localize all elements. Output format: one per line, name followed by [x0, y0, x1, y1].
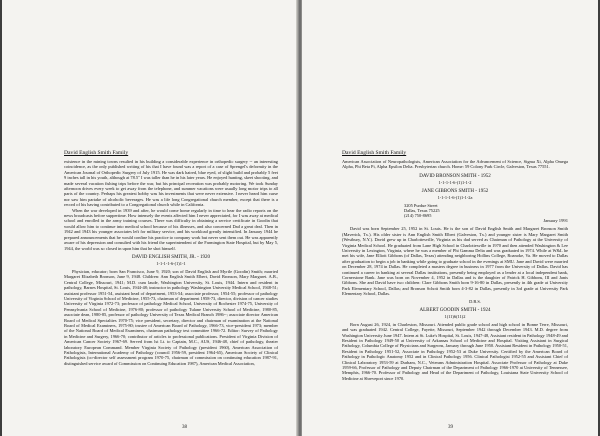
page-number: 38 [182, 425, 187, 430]
intro-paragraph: existence in the mining towns resulted in his building a considerable experience in orthopedic surgery -- an interesting coincidence, as the only published writing of his that I have found was a report of a case of Sprengel's deformity in the American Journal of Orthopedic Surgery of July 1915. He was dark haired, blue eyed, of slight build and probably 5 feet 9 inches tall in his youth, although at 78.5" I was taller than he in his later years. He enjoyed hunting, skeet shooting, and made several vacation fishing trips before the war, but his principal recreation was probably motoring. We took Sunday afternoon drives every week to get away from the telephone, and summer vacations were usually long motor trips to all parts of the country. Perhaps his greatest hobby was his investments that were never extensive. I never heard him curse nor saw him partake of alcoholic beverages. He was a life long Congregational church member, except that there is a record of his having contributed to a Congregational church while in California. [64, 159, 278, 208]
page-heading: David English Smith Family [64, 150, 129, 156]
person-name: DAVID ENGLISH SMITH, JR. - 1920 [131, 254, 211, 260]
address-block [404, 203, 568, 219]
person-name: JANE GIBBONS SMITH - 1952 [421, 188, 489, 194]
person-code: 1-1-1-1-6-(1)1-1-2a [437, 194, 473, 200]
person-code: 1-1-1-1-6-(1)1-1-2 [438, 179, 472, 185]
address-line: Dallas, Texas 75225 [404, 208, 440, 214]
address-line: (214) 750-8695 [404, 213, 432, 219]
family-paragraph: David was born September 25, 1952 in St. Louis. He is the son of David English Smith and Margaret Bronson Smith (Maverick, Tx.). His older sister is Ann English Smith Elbert (Galveston, Tx.) and younger sister is Mary Margaret Smith (Westbury, N.Y.). David grew up in Charlottesville, Virginia as his dad served as Chairman of Pathology at the University of Virginia Medical School. He graduated from Lane High School in Charlottesville in 1970 and then attended Washington & Lee University in Lexington, Virginia, where he was a member of Phi Gamma Delta and was graduated in 1974. While at W&L he met his wife, Jane Elliott Gibbons (of Dallas, Texas) attending neighboring Hollins College, Roanoke, Va. He moved to Dallas after graduation to begin a job in banking while going to graduate school in the evenings at SMU. Jane and David were married on December 28, 1974 in Dallas. He completed a masters degree in business in 1977 from the University of Dallas. David has continued a career in banking at several Dallas institutions, presently being employed as a lender at a local independent bank, Cornerstone Bank. Jane was born on November 4, 1952 in Dallas and is the daughter of Patrick H. Gibbons, III and Janis Gibbons. She and David have two children: Clare Gibbons Smith born 9-16-80 in Dallas, presently in 4th grade at University Park Elementary School, Dallas; and Bronson Schott Smith born 4-3-82 in Dallas, presently in 3rd grade at University Park Elementary School, Dallas. [342, 226, 568, 297]
bio-paragraph: Physician, educator; born San Francisco, June 9, 1920; son of David English and Myrtle (Goodin) Smith; married Margaret Elizabeth Bronson, June 9, 1948. Children: Ann English Smith Elbert, David Bronson, Mary Margaret. A.B., Central College, Missouri, 1941; M.D. cum laude, Washington University, St. Louis, 1944. Intern and resident in pathology, Barnes Hospital, St. Louis, 1944-48; instructor in pathology Washington University Medical School, 1948-51; assistant professor 1951-54, assistant head of department, 1953-54; associate professor, 1954-55; professor of pathology University of Virginia School of Medicine, 1955-73, chairman of department 1958-73, director, division of cancer studies University of Virginia 1972-73; professor of pathology Medical School, University of Rochester 1974-75, University of Pennsylvania School of Medicine, 1976-80; professor of pathology Tulane University School of Medicine, 1980-85, associate dean, 1980-85, professor of pathology University of Texas Medical Branch 1986--; associate director American Board of Medical Specialties 1970-75; vice president, secretary, director and chairman of examination at the National Board of Medical Examiners, 1975-80; trustee of American Board of Pathology, 1966-73, vice-president 1973; member of the National Board of Medical Examiners, chairman pathology test committee 1966-72. Editor: Survey of Pathology in Medicine and Surgery, 1966-70; contributor of articles to professional publications. President of Virginia Division of American Cancer Society 1967-69. Served from lst Lt. to Captain, M.C., AUS, 1946-48, chief of pathology, theater laboratory European Command. Member Virginia Society of Pathology (president 1960), American Association of Pathologists, International Academy of Pathology (council 1956-59, president 1964-65), American Society of Clinical Pathologists (co-director self assessment program 1970-75, chairman of commission on continuing education 1987-91, distinguished service award of Commission on Continuing Education 1987), American Medical Association, [64, 268, 278, 366]
address-line: 3205 Purdue Street [404, 202, 438, 208]
person-name: DAVID BRONSON SMITH - 1952 [419, 173, 491, 179]
page-heading: David English Smith Family [342, 150, 407, 156]
person-code: 1-1-1-1-6-(1)1-1 [156, 260, 186, 266]
albert-paragraph: Born August 26, 1924, in Charleston, Missouri. Attended public grade school and high school in Bonne Terre, Missouri, and was graduated 1942. Central College, Fayette, Missouri, September 1942 through December 1943. M.D. degree from Washington University June 1947. Intern at St. Luke's Hospital, St. Louis, 1947-48, Assistant resident in Pathology 1948-49 and Resident in Pathology 1949-50 at University of Arkansas School of Medicine and Hospital. Visiting Assistant in Surgical Pathology, Columbia College of Physicians and Surgeons, January through June 1950. Assistant Resident in Pathology 1950-51, Resident in Pathology 1951-52, Associate in Pathology 1952-53 at Duke University. Certified by the American Board of Pathology in Pathologic Anatomy 1952 and in Clinical Pathology 1956. Clinical Pathologist 1952-55 and Assistant Chief of Clinical Laboratory 1953-59 at Durham, N.C., Veterans Administration Hospital. Associate Professor of Pathology at Duke 1959-66, Professor of Pathology and Deputy Chairman of the Department of Pathology 1966-1970 at University of Tennessee, Memphis, 1966-70. Professor of Pathology and Head of the Department of Pathology, Louisiana State University School of Medicine at Shreveport since 1970. [342, 321, 568, 381]
page-number: 39 [448, 425, 453, 430]
right-page [302, 0, 598, 436]
intro-paragraph: American Association of Neuropathologists, American Association for the Advancement of Science, Sigma Xi, Alpha Omega Alpha, Phi Beta Pi, Alpha Epsilon Delta. Presbyterian church. Home: 59 Colony Park Circle, Galveston, Texas 77551. [342, 159, 568, 170]
date-line: January 1991 [543, 218, 568, 224]
war-paragraph: When the war developed in 1939 and after, he would come home regularly in time to hear the radio reports on the news broadcasts before suppertime. How intensely the events affected him I never appreciated, for I was away at medical school and enrolled in the army training courses. There was difficulty in obtaining a service certificate in Goodin that would allow him to continue into medical school because of his illnesses, and also concerned Dad a great deal. Then in 1942 and 1943 his younger associates left for military service, and his workload greatly intensified. In January 1944 he prepared announcements that he would confine his practice to company work but never sent them out. He was apparently aware of his depression and consulted with his friend the superintendent of the Farmington State Hospital, but by May 5, 1944, the world was so closed in upon him that he shot himself. [64, 207, 278, 251]
author-initials: D.B.S. [469, 298, 481, 304]
left-page [2, 0, 298, 436]
person-name: ALBERT GOODIN SMITH - 1924 [419, 307, 491, 313]
person-code: 1(11)6(11)2 [444, 313, 466, 319]
